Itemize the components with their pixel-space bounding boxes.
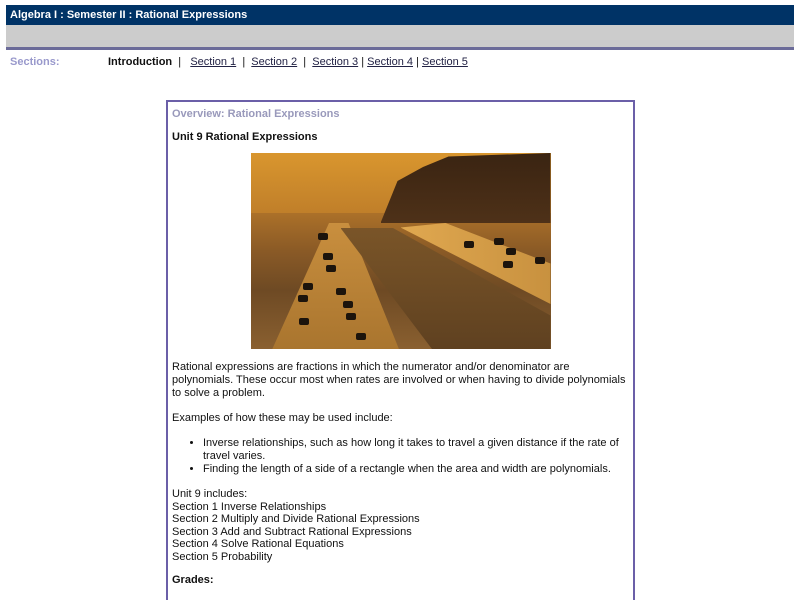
nav-separator: | <box>361 56 365 68</box>
page-title: Algebra I : Semester II : Rational Expressions <box>10 9 248 21</box>
nav-link-section-4[interactable]: Section 4 <box>367 56 414 68</box>
unit-includes <box>172 488 629 564</box>
overview-panel <box>166 100 635 600</box>
includes-item: Section 3 Add and Subtract Rational Expressions <box>172 525 412 538</box>
example-item: • Finding the length of a side of a rectangle when the area and width are polynomials. <box>203 463 629 476</box>
sub-header-bar <box>6 25 794 47</box>
overview-title: Overview: Rational Expressions <box>172 108 340 120</box>
includes-item: Section 5 Probability <box>172 550 273 563</box>
includes-item: Section 4 Solve Rational Equations <box>172 538 344 551</box>
unit-title: Unit 9 Rational Expressions <box>172 131 318 143</box>
nav-link-section-2[interactable]: Section 2 <box>251 56 298 68</box>
photo-car <box>535 257 545 264</box>
photo-car <box>298 295 308 302</box>
photo-car <box>506 248 516 255</box>
highway-photo <box>251 153 551 349</box>
examples-intro: Examples of how these may be used include: <box>172 412 393 424</box>
includes-item: Section 1 Inverse Relationships <box>172 500 327 513</box>
photo-car <box>303 283 313 290</box>
photo-car <box>503 261 513 268</box>
example-item: • Inverse relationships, such as how long it takes to travel a given distance if the rate of travel varies. <box>203 437 629 463</box>
photo-car <box>318 233 328 240</box>
photo-car <box>343 301 353 308</box>
photo-car <box>336 288 346 295</box>
photo-car <box>299 318 309 325</box>
nav-link-section-1[interactable]: Section 1 <box>190 56 237 68</box>
includes-heading: Unit 9 includes: <box>172 488 248 500</box>
sections-label: Sections: <box>10 56 60 68</box>
includes-item: Section 2 Multiply and Divide Rational Expressions <box>172 513 420 526</box>
nav-link-section-5[interactable]: Section 5 <box>422 56 468 68</box>
nav-current-introduction: Introduction <box>108 56 173 68</box>
photo-car <box>326 265 336 272</box>
nav-separator: | <box>242 56 246 68</box>
photo-car <box>464 241 474 248</box>
photo-car <box>346 313 356 320</box>
header-divider <box>6 47 794 50</box>
section-nav <box>108 56 468 68</box>
nav-separator: | <box>178 56 182 68</box>
examples-list <box>172 437 629 476</box>
photo-car <box>356 333 366 340</box>
grades-label: Grades: <box>172 573 214 586</box>
nav-separator: | <box>416 56 419 68</box>
nav-link-section-3[interactable]: Section 3 <box>312 56 359 68</box>
photo-car <box>494 238 504 245</box>
intro-paragraph: Rational expressions are fractions in which the numerator and/or denominator are polynomials. These occur most when rates are involved or when having to divide polynomials to solve a problem. <box>172 361 626 399</box>
page-title-bar <box>6 5 794 25</box>
photo-car <box>323 253 333 260</box>
nav-separator: | <box>303 56 307 68</box>
